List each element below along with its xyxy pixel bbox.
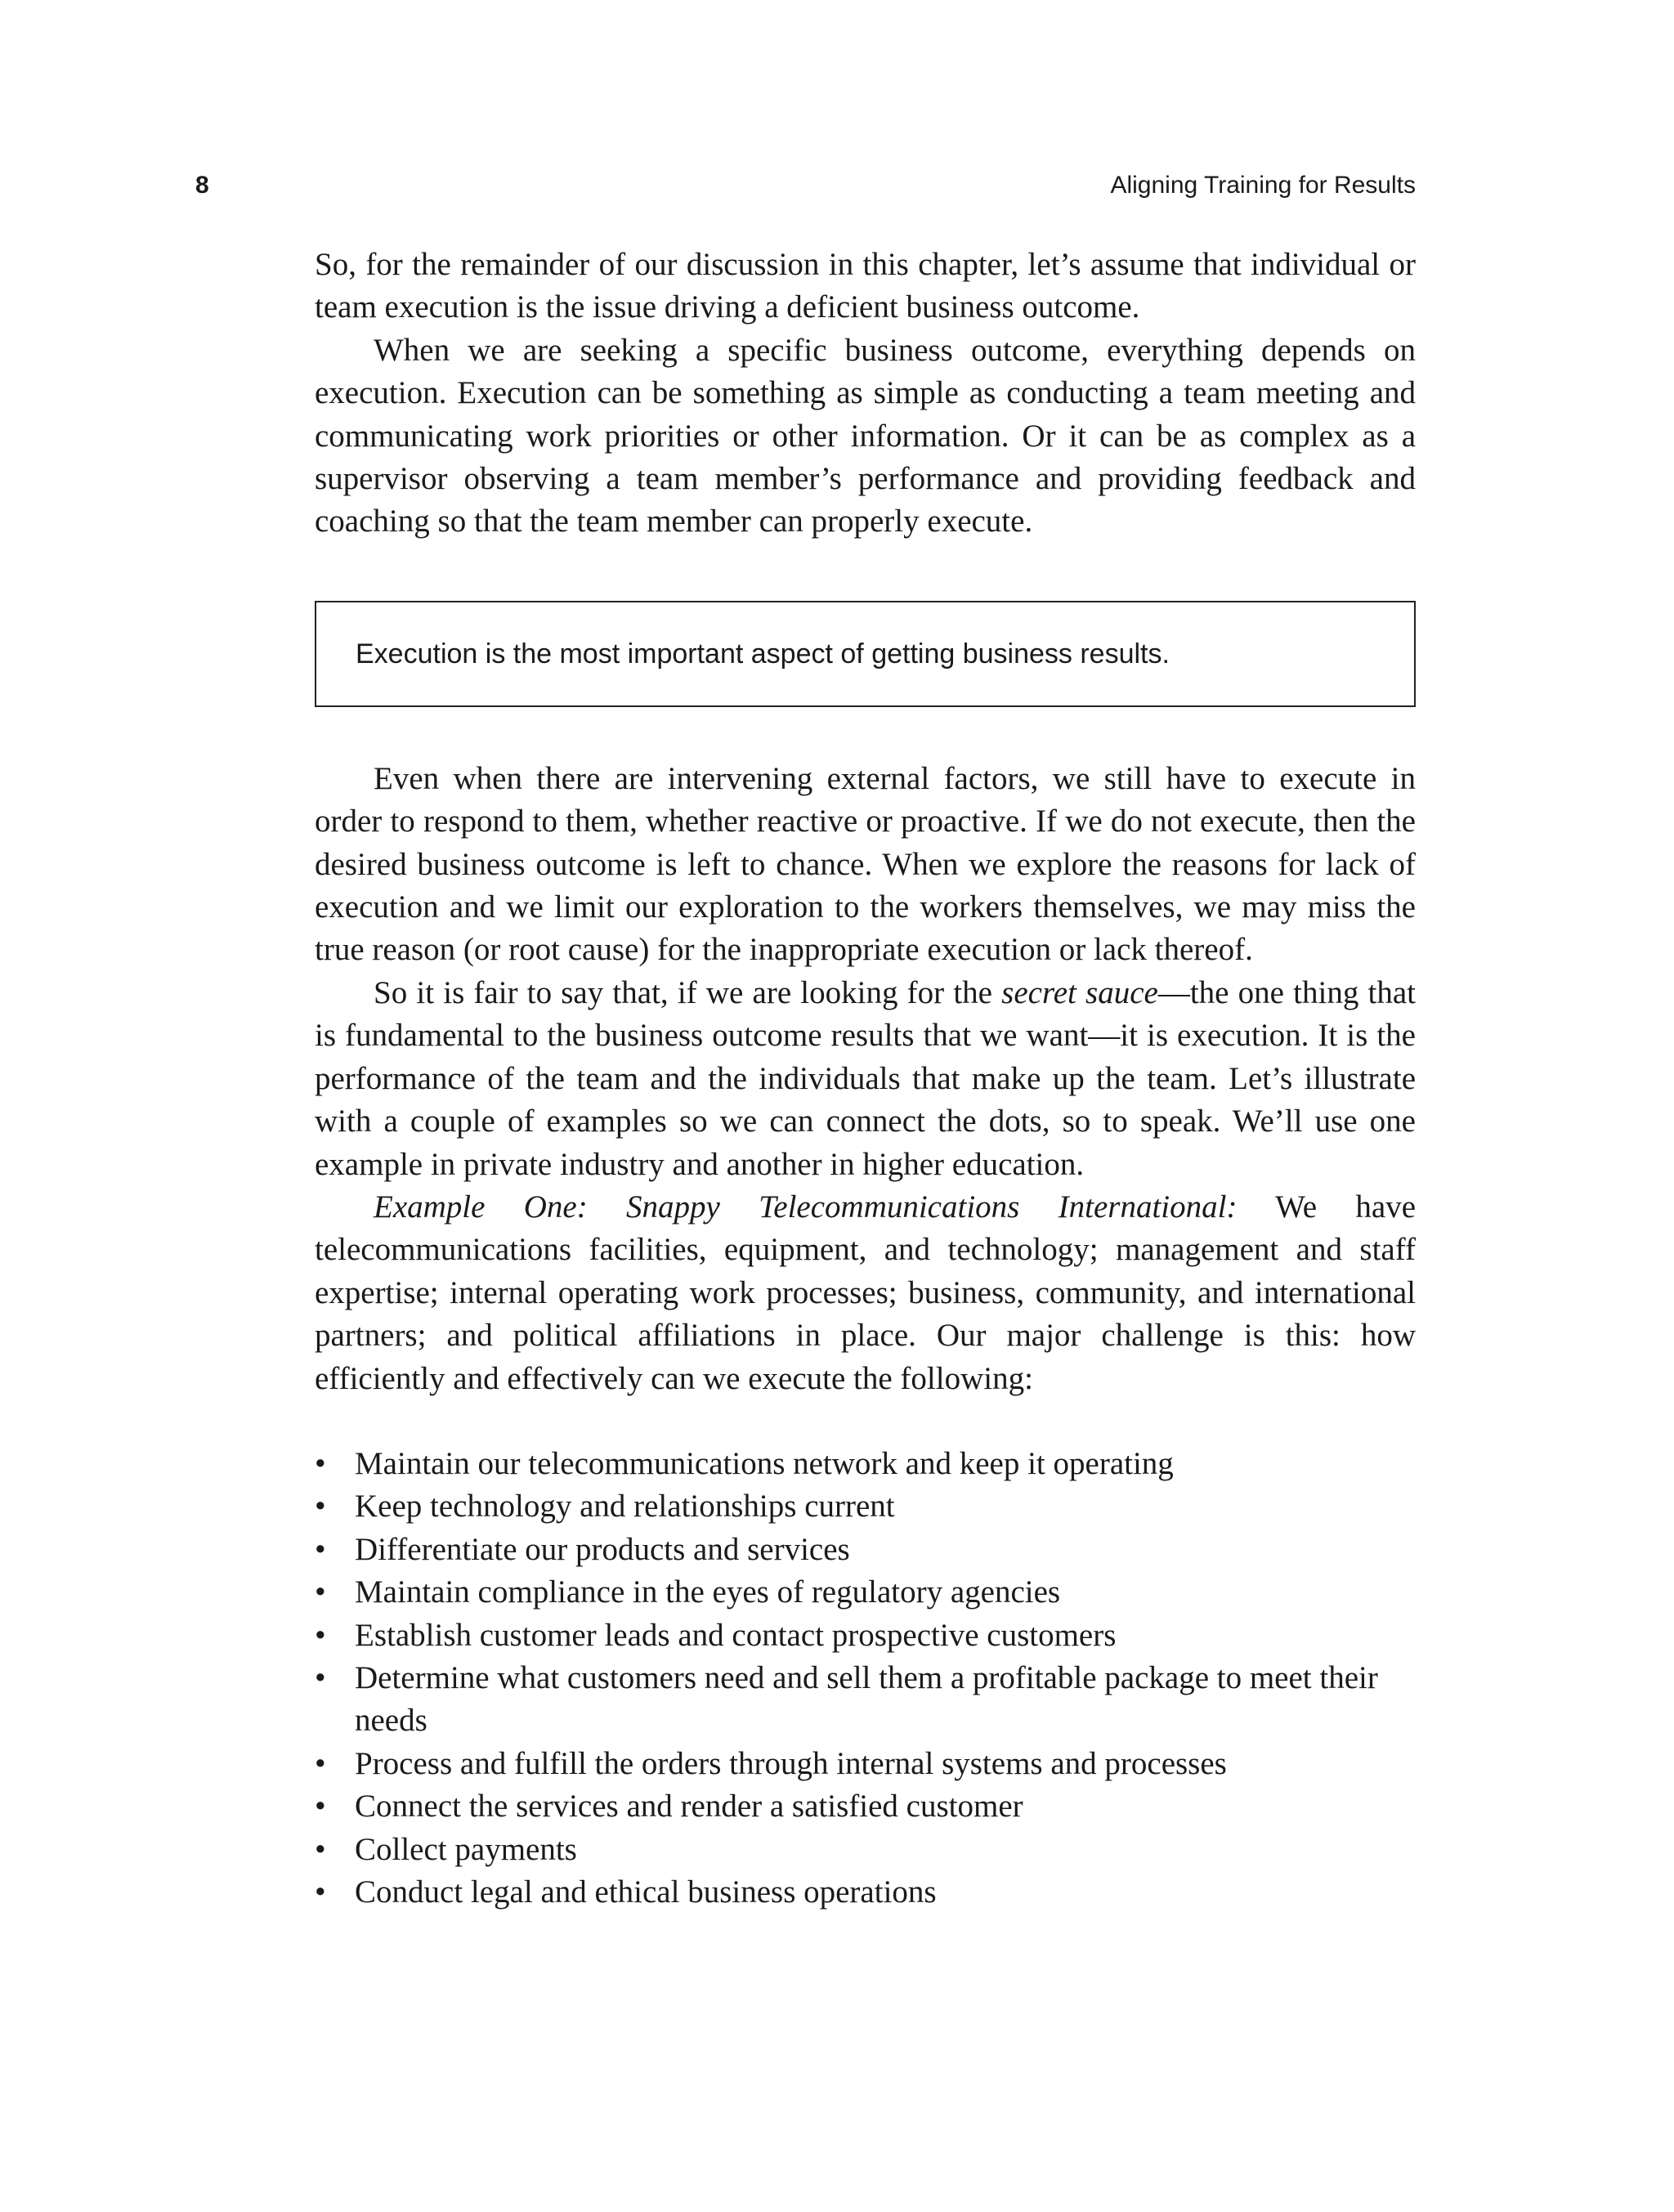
paragraph: When we are seeking a specific business outcome, everything depends on execution. Execution can be something as simple as conducting a team meeting and communicating work priorities or other information. Or it can be as complex as a supervisor observing a team member’s performance and providing feedback and coaching so that the team member can properly execute.: [315, 332, 1416, 540]
example-heading: Example One: Snappy Telecommunications International:: [374, 1189, 1238, 1225]
page-body: [315, 244, 1416, 1914]
emphasis-term: secret sauce: [1001, 974, 1158, 1010]
paragraph-text: —the one thing that is fundamental to the business outcome results that we want—it is execution. It is the performance of the team and the individuals that make up the team. Let’s illustrate with a couple of examples so we can connect the dots, so to speak. We’ll use one example in private industry and another in higher education.: [315, 974, 1416, 1182]
list-item: • Keep technology and relationships current: [315, 1485, 1416, 1528]
list-item: • Process and fulfill the orders through internal systems and processes: [315, 1743, 1416, 1785]
list-item: • Maintain compliance in the eyes of regulatory agencies: [315, 1571, 1416, 1614]
paragraph: So, for the remainder of our discussion in this chapter, let’s assume that individual or team execution is the issue driving a deficient business outcome.: [315, 247, 1416, 325]
list-item: • Conduct legal and ethical business operations: [315, 1871, 1416, 1914]
list-item: • Connect the services and render a satisfied customer: [315, 1785, 1416, 1828]
list-item: • Differentiate our products and services: [315, 1529, 1416, 1571]
bullet-list: [315, 1443, 1416, 1914]
paragraph-text: We have telecommunications facilities, equipment, and technology; management and staff expertise; internal operating work processes; business, community, and international partners; and political affiliations in place. Our major challenge is this: how efficiently and effectively can we execute the following:: [315, 1189, 1417, 1396]
paragraph: Even when there are intervening external factors, we still have to execute in order to respond to them, whether reactive or proactive. If we do not execute, then the desired business outcome is left to chance. When we explore the reasons for lack of execution and we limit our exploration to the workers themselves, we may miss the true reason (or root cause) for the inappropriate execution or lack thereof.: [315, 760, 1416, 968]
callout-text: Execution is the most important aspect of getting business results.: [356, 638, 1170, 669]
list-item: • Establish customer leads and contact prospective customers: [315, 1614, 1416, 1657]
paragraph: [315, 972, 1416, 1186]
list-item: • Maintain our telecommunications network and keep it operating: [315, 1443, 1416, 1485]
list-item: • Determine what customers need and sell them a profitable package to meet their needs: [315, 1657, 1416, 1743]
page-number: 8: [195, 172, 209, 199]
list-item: • Collect payments: [315, 1829, 1416, 1871]
callout-box: [315, 601, 1416, 707]
running-head: Aligning Training for Results: [1110, 172, 1416, 199]
page-header: [195, 172, 1416, 208]
paragraph-text: So it is fair to say that, if we are looking for the: [374, 974, 1002, 1010]
paragraph: [315, 1186, 1416, 1400]
